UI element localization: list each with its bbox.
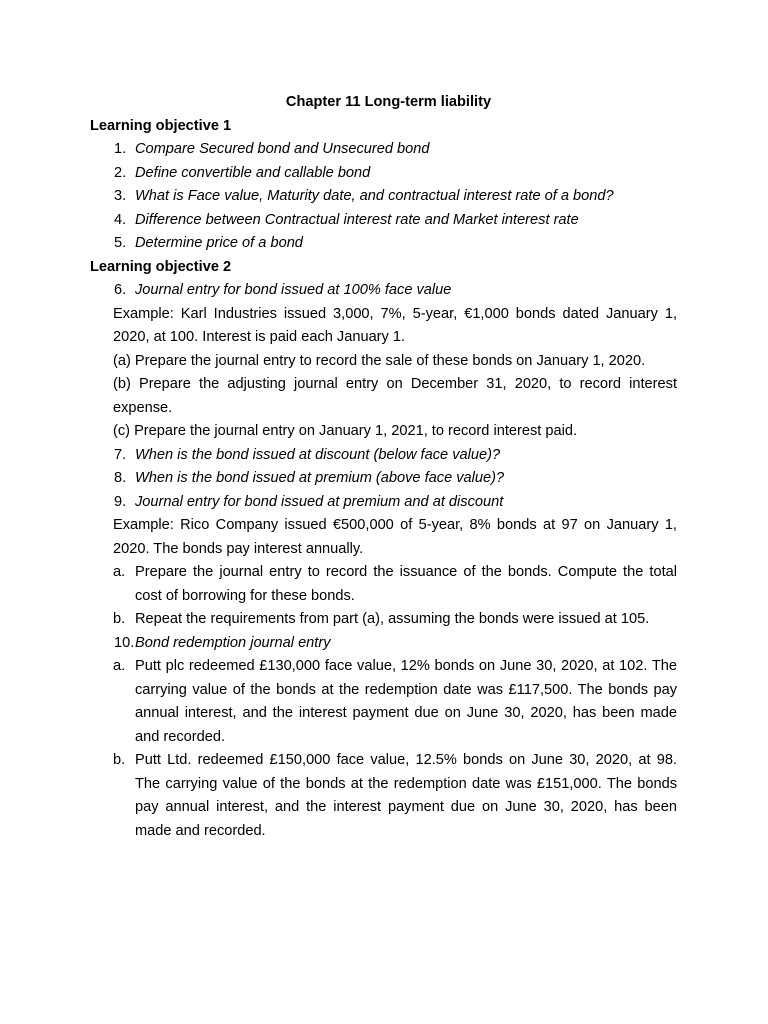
sub-list-letter: b.: [113, 611, 126, 627]
list-item-text: When is the bond issued at premium (above face value)?: [135, 470, 505, 486]
list-item-text: Compare Secured bond and Unsecured bond: [135, 141, 430, 157]
list-item-number: 2.: [114, 164, 127, 181]
list-item: [90, 138, 677, 162]
list-item: [90, 491, 677, 515]
example-rico-company: Example: Rico Company issued €500,000 of 5-year, 8% bonds at 97 on January 1, 2020. The bonds pay interest annually.: [113, 517, 677, 557]
objective-2-heading: Learning objective 2: [90, 258, 232, 275]
list-item-text: Define convertible and callable bond: [135, 164, 371, 181]
list-item-text: Bond redemption journal entry: [135, 634, 331, 651]
list-item-number: 1.: [114, 141, 127, 157]
sub-list-item: [90, 561, 677, 608]
list-item: [90, 467, 677, 491]
list-item: [90, 232, 677, 256]
list-item-text: Determine price of a bond: [135, 235, 303, 251]
list-item-number: 10.: [114, 634, 135, 651]
list-item-number: 8.: [114, 470, 127, 486]
list-item-text: Journal entry for bond issued at 100% face value: [135, 282, 452, 298]
question-part-c: (c) Prepare the journal entry on January 1, 2021, to record interest paid.: [113, 423, 578, 439]
question-part-b: (b) Prepare the adjusting journal entry on December 31, 2020, to record interest expense.: [113, 376, 677, 416]
document-page: [90, 91, 677, 843]
list-item: [90, 632, 677, 656]
list-item-number: 7.: [114, 446, 127, 463]
sub-list-text: Prepare the journal entry to record the issuance of the bonds. Compute the total cost of borrowing for these bonds.: [135, 564, 677, 604]
list-item-text: Difference between Contractual interest rate and Market interest rate: [135, 211, 579, 228]
objective-1-heading: Learning objective 1: [90, 117, 232, 134]
sub-list-letter: a.: [113, 658, 126, 674]
sub-list-text: Repeat the requirements from part (a), assuming the bonds were issued at 105.: [135, 611, 650, 627]
list-item-number: 9.: [114, 493, 127, 510]
list-item-number: 4.: [114, 211, 127, 228]
list-item-number: 6.: [114, 282, 127, 298]
list-item: [90, 279, 677, 303]
list-item: [90, 444, 677, 468]
sub-list-item: [90, 608, 677, 632]
list-item-text: Journal entry for bond issued at premium and at discount: [135, 493, 504, 510]
list-item-text: When is the bond issued at discount (below face value)?: [135, 446, 501, 463]
page-title: Chapter 11 Long-term liability: [285, 94, 492, 110]
sub-list-letter: b.: [113, 752, 126, 768]
list-item: [90, 185, 677, 209]
question-part-a: (a) Prepare the journal entry to record the sale of these bonds on January 1, 2020.: [113, 352, 646, 369]
list-item: [90, 162, 677, 186]
list-item-number: 5.: [114, 235, 127, 251]
sub-list-item: [90, 749, 677, 843]
sub-list-item: [90, 655, 677, 749]
sub-list-letter: a.: [113, 564, 126, 580]
list-item-text: What is Face value, Maturity date, and contractual interest rate of a bond?: [135, 188, 614, 204]
sub-list-text: Putt Ltd. redeemed £150,000 face value, 12.5% bonds on June 30, 2020, at 98. The carrying value of the bonds at the redemption date was £151,000. The bonds pay annual interest, and the interest payment due on June 30, 2020, has been made and recorded.: [135, 752, 677, 839]
sub-list-text: Putt plc redeemed £130,000 face value, 12% bonds on June 30, 2020, at 102. The carrying value of the bonds at the redemption date was £117,500. The bonds pay annual interest, and the interest payment due on June 30, 2020, has been made and recorded.: [135, 658, 677, 745]
list-item-number: 3.: [114, 188, 127, 204]
example-karl-industries: Example: Karl Industries issued 3,000, 7%, 5-year, €1,000 bonds dated January 1, 2020, at 100. Interest is paid each January 1.: [113, 305, 677, 345]
list-item: [90, 209, 677, 233]
